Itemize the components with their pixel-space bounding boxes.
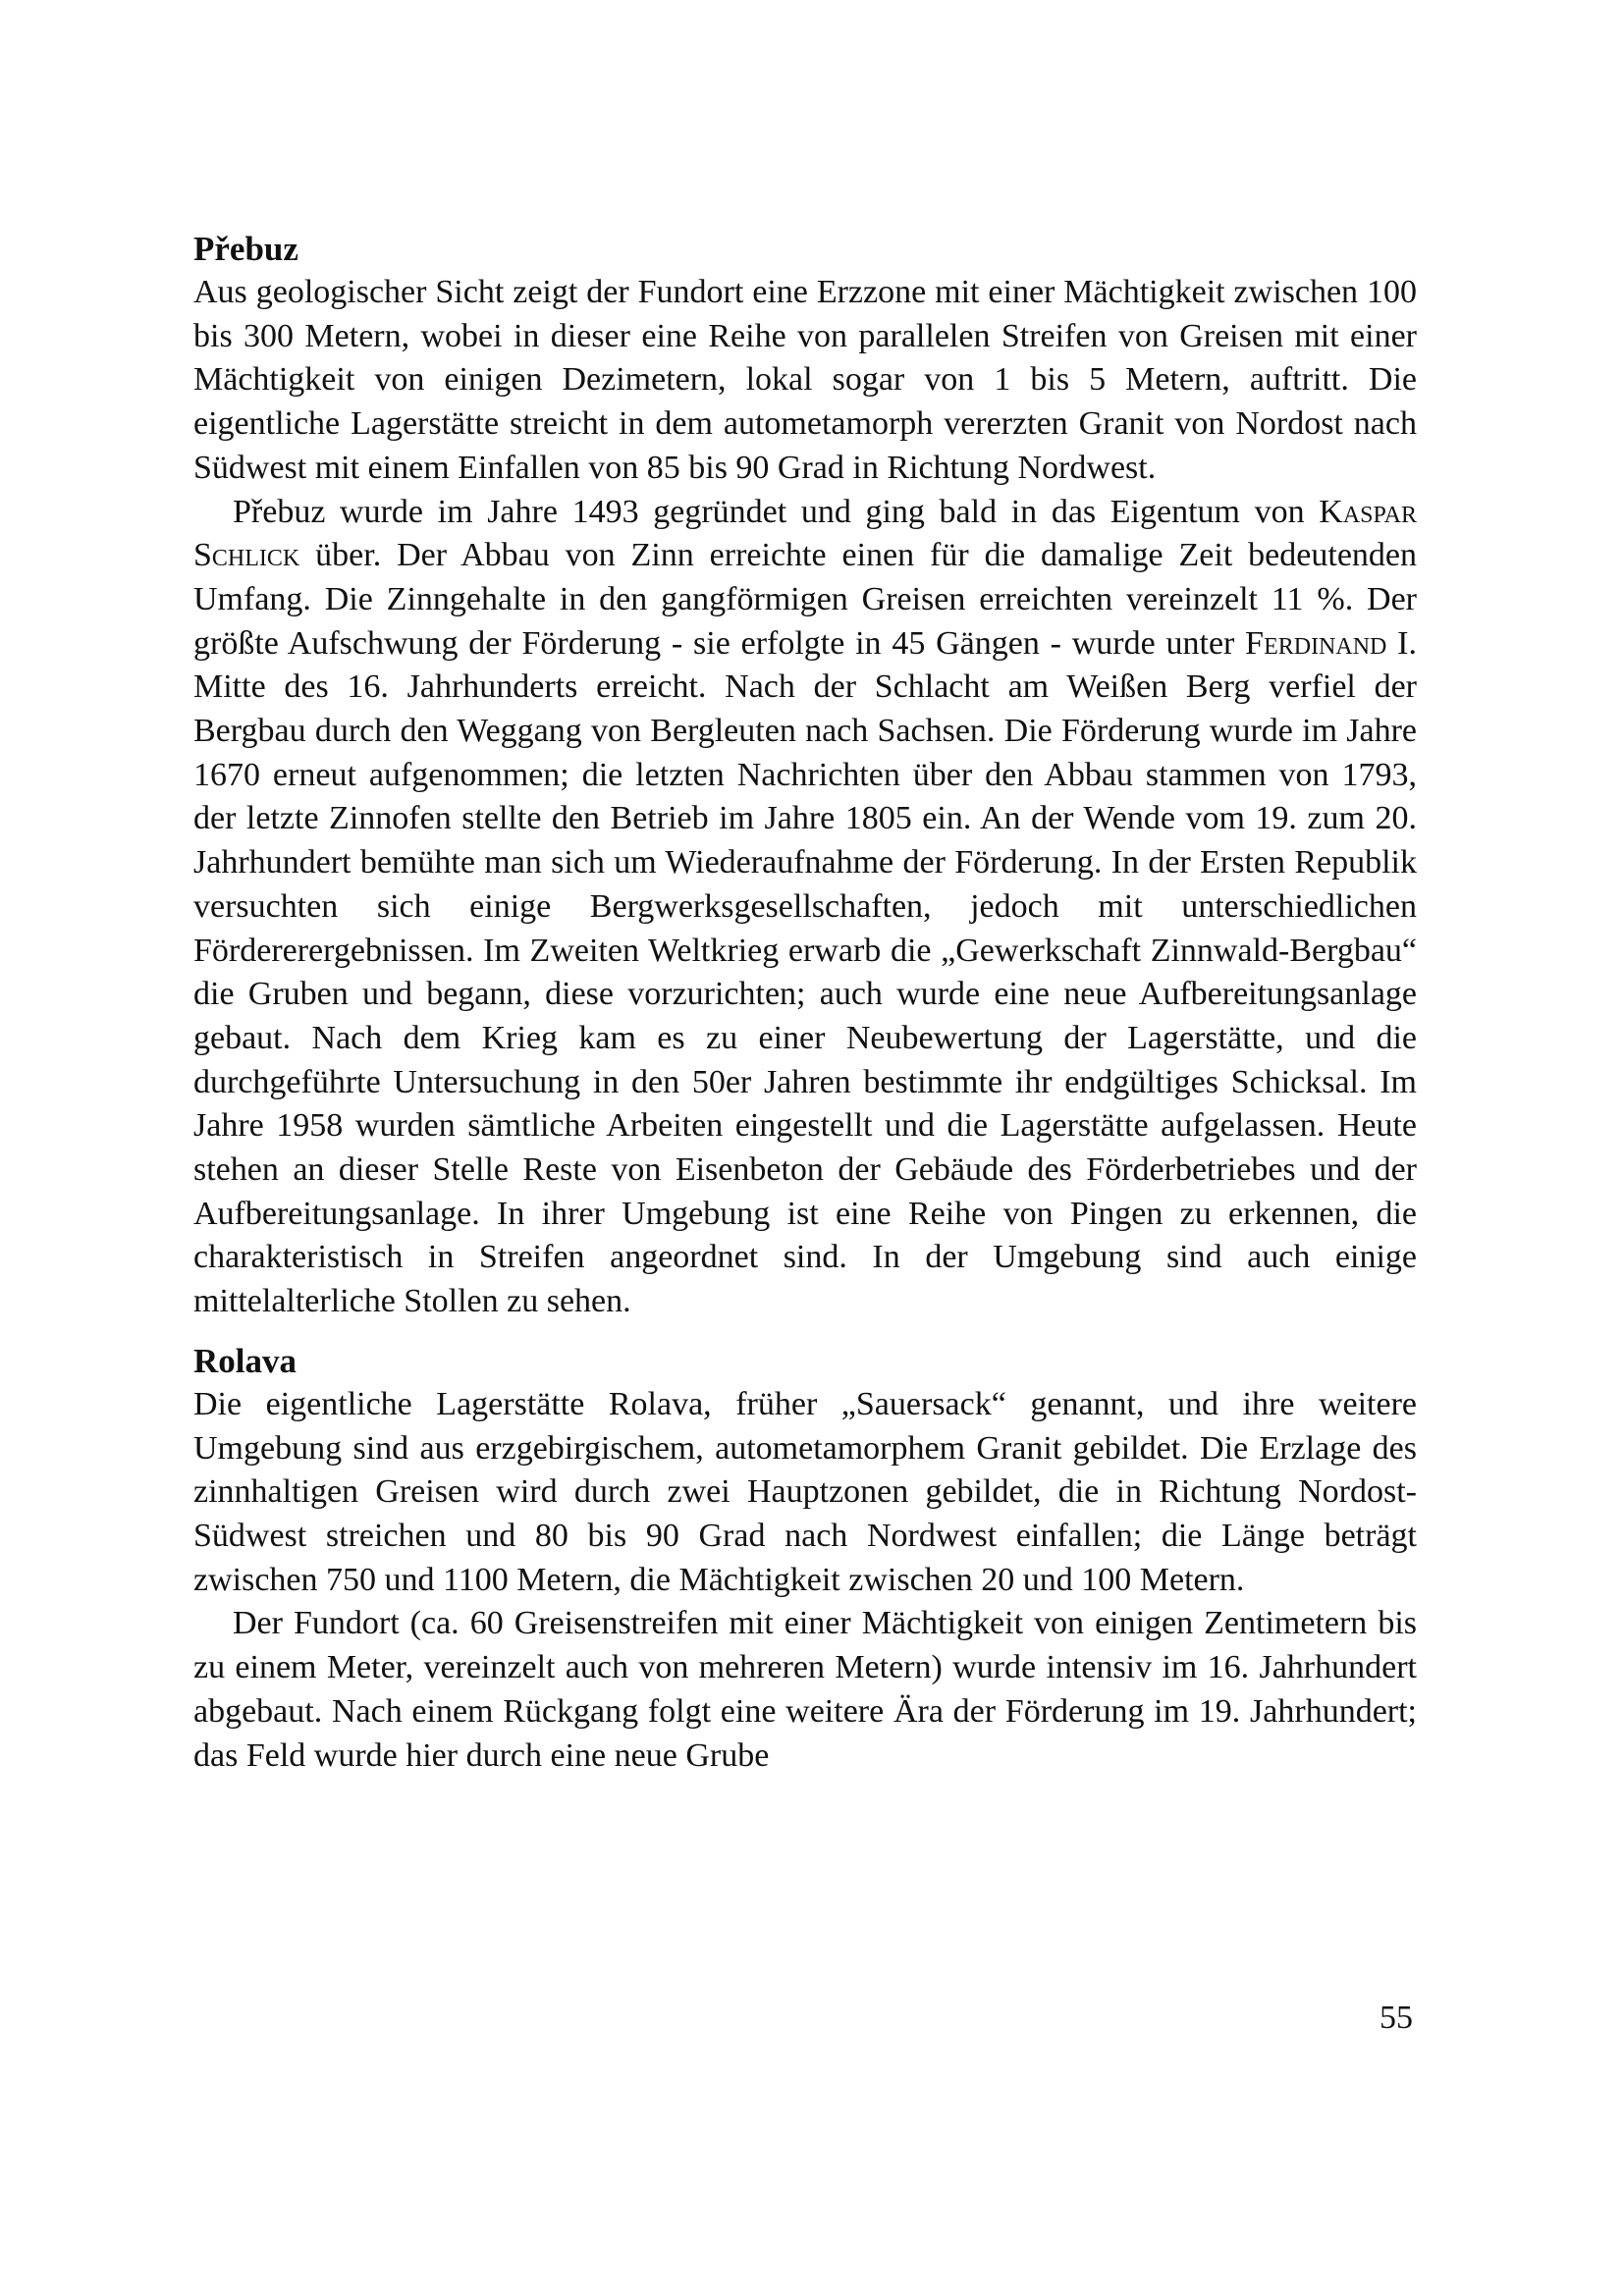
paragraph-prebuz-history [193, 491, 1417, 1324]
paragraph-rolava-history: Der Fundort (ca. 60 Greisenstreifen mit einer Mächtigkeit von einigen Zentimetern bis zu einem Meter, vereinzelt auch von mehreren Metern) wurde intensiv im 16. Jahrhundert abgebaut. Nach einem Rückgang folgt eine weitere Ära der Förderung im 19. Jahrhundert; das Feld wurde hier durch eine neue Grube [193, 1605, 1417, 1774]
section-prebuz [193, 228, 1417, 1324]
page-number: 55 [1380, 2000, 1413, 2036]
text-run: I. Mitte des 16. Jahrhunderts erreicht. Nach der Schlacht am Weißen Berg verfiel der Bergbau durch den Weggang von Bergleuten nach Sachsen. Die Förderung wurde im Jahre 1670 erneut aufgenommen; die letzten Nachrichten über den Abbau stammen von 1793, der letzte Zinnofen stellte den Betrieb im Jahre 1805 ein. An der Wende vom 19. zum 20. Jahrhundert bemühte man sich um Wiederaufnahme der Förderung. In der Ersten Republik versuchten sich einige Bergwerksgesellschaften, jedoch mit unterschiedlichen Fördererergebnissen. Im Zweiten Weltkrieg erwarb die „Gewerkschaft Zinnwald-Bergbau“ die Gruben und begann, diese vorzurichten; auch wurde eine neue Aufbereitungsanlage gebaut. Nach dem Krieg kam es zu einer Neubewertung der Lagerstätte, und die durchgeführte Untersuchung in den 50er Jahren bestimmte ihr endgültiges Schicksal. Im Jahre 1958 wurden sämtliche Arbeiten eingestellt und die Lagerstätte aufgelassen. Heute stehen an dieser Stelle Reste von Eisenbeton der Gebäude des Förderbetriebes und der Aufbereitungsanlage. In ihrer Umgebung ist eine Reihe von Pingen zu erkennen, die charakteristisch in Streifen angeordnet sind. In der Umgebung sind auch einige mittelalterliche Stollen zu sehen. [193, 624, 1417, 1320]
paragraph-prebuz-geology: Aus geologischer Sicht zeigt der Fundort eine Erzzone mit einer Mächtigkeit zwischen 100 bis 300 Metern, wobei in dieser eine Reihe von parallelen Streifen von Greisen mit einer Mächtigkeit von einigen Dezimetern, lokal sogar von 1 bis 5 Metern, auftritt. Die eigentliche Lagerstätte streicht in dem autometamorph vererzten Granit von Nordost nach Südwest mit einem Einfallen von 85 bis 90 Grad in Richtung Nordwest. [193, 274, 1417, 486]
person-name-ferdinand: Ferdinand [1245, 624, 1387, 662]
paragraph-rolava-geology: Die eigentliche Lagerstätte Rolava, früher „Sauersack“ genannt, und ihre weitere Umgebung sind aus erzgebirgischem, autometamorphem Granit gebildet. Die Erzlage des zinnhaltigen Greisen wird durch zwei Hauptzonen gebildet, die in Richtung Nordost-Südwest streichen und 80 bis 90 Grad nach Nordwest einfallen; die Länge beträgt zwischen 750 und 1100 Metern, die Mächtigkeit zwischen 20 und 100 Metern. [193, 1385, 1417, 1598]
section-rolava [193, 1340, 1417, 1778]
text-run: über. Der Abbau von Zinn erreichte einen für die damalige Zeit bedeutenden Umfang. Die Zinngehalte in den gangförmigen Greisen erreichten vereinzelt 11 %. Der größte Aufschwung der Förderung - sie erfolgte in 45 Gängen - wurde unter [193, 537, 1417, 662]
section-heading-prebuz: Přebuz [193, 230, 298, 268]
text-run: Přebuz wurde im Jahre 1493 gegründet und ging bald in das Eigentum von [233, 493, 1320, 530]
page-body [193, 228, 1417, 1793]
section-heading-rolava: Rolava [193, 1341, 297, 1380]
person-name-kaspar-schlick: Kaspar Schlick [193, 493, 1417, 574]
